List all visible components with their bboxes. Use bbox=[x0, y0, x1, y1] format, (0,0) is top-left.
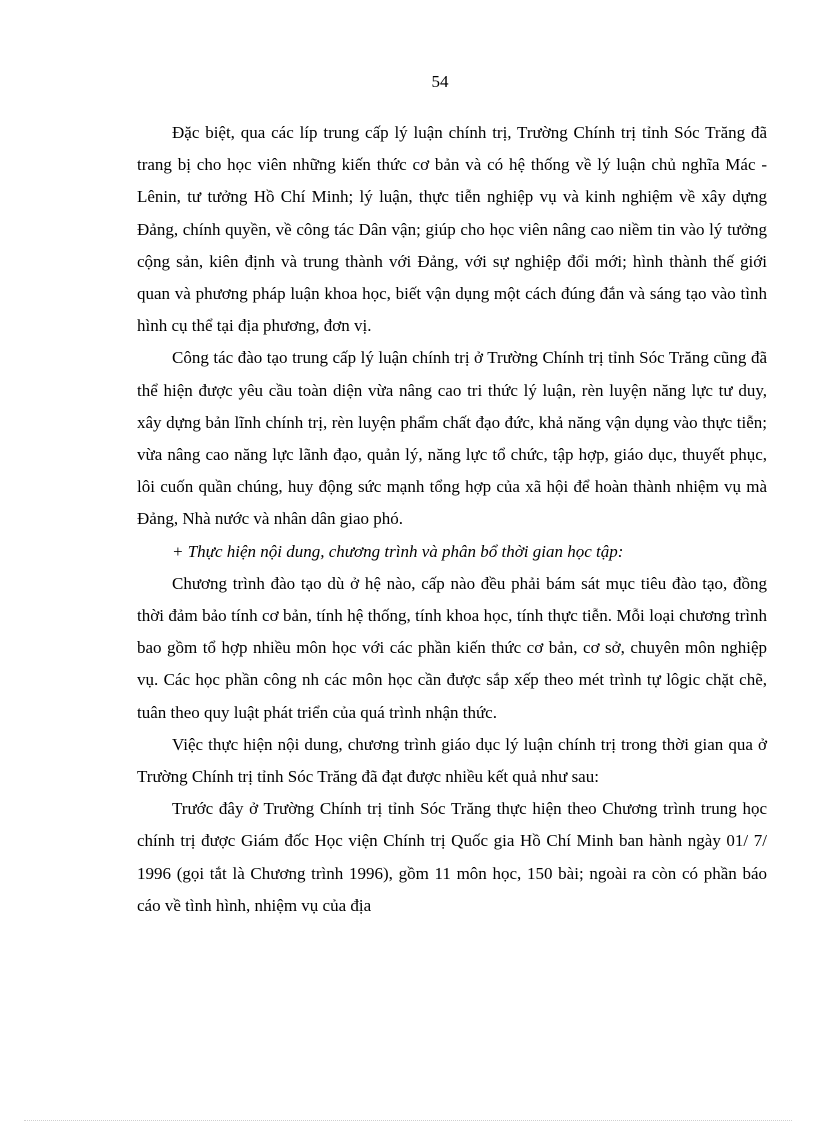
paragraph-1: Đặc biệt, qua các líp trung cấp lý luận chính trị, Trường Chính trị tỉnh Sóc Trăng đã trang bị cho học viên những kiến thức cơ bản và có hệ thống về lý luận chủ nghĩa Mác - Lênin, tư tưởng Hồ Chí Minh; lý luận, thực tiễn nghiệp vụ và kinh nghiệm về xây dựng Đảng, chính quyền, về công tác Dân vận; giúp cho học viên nâng cao niềm tin vào lý tưởng cộng sản, kiên định và trung thành với Đảng, với sự nghiệp đổi mới; hình thành thế giới quan và phương pháp luận khoa học, biết vận dụng một cách đúng đắn và sáng tạo vào tình hình cụ thể tại địa phương, đơn vị. bbox=[137, 123, 767, 336]
page-number: 54 bbox=[431, 72, 449, 91]
paragraph-2: Công tác đào tạo trung cấp lý luận chính trị ở Trường Chính trị tỉnh Sóc Trăng cũng đã thể hiện được yêu cầu toàn diện vừa nâng cao tri thức lý luận, rèn luyện năng lực tư duy, xây dựng bản lĩnh chính trị, rèn luyện phẩm chất đạo đức, khả năng vận dụng vào thực tiễn; vừa nâng cao năng lực lãnh đạo, quản lý, năng lực tổ chức, tập hợp, giáo dục, thuyết phục, lôi cuốn quần chúng, huy động sức mạnh tổng hợp của xã hội để hoàn thành nhiệm vụ mà Đảng, Nhà nước và nhân dân giao phó. bbox=[137, 348, 767, 529]
paragraph-3: Chương trình đào tạo dù ở hệ nào, cấp nào đều phải bám sát mục tiêu đào tạo, đồng thời đảm bảo tính cơ bản, tính hệ thống, tính khoa học, tính thực tiễn. Mỗi loại chương trình bao gồm tổ hợp nhiều môn học với các phần kiến thức cơ bản, cơ sở, chuyên môn nghiệp vụ. Các học phần công nh các môn học cần được sắp xếp theo mét trình tự lôgic chặt chẽ, tuân theo quy luật phát triển của quá trình nhận thức. bbox=[137, 573, 767, 722]
section-heading: + Thực hiện nội dung, chương trình và phân bổ thời gian học tập: bbox=[172, 541, 624, 561]
paragraph-4: Việc thực hiện nội dung, chương trình giáo dục lý luận chính trị trong thời gian qua ở Trường Chính trị tỉnh Sóc Trăng đã đạt được nhiều kết quả như sau: bbox=[137, 734, 767, 787]
paragraph-5: Trước đây ở Trường Chính trị tỉnh Sóc Trăng thực hiện theo Chương trình trung học chính trị được Giám đốc Học viện Chính trị Quốc gia Hồ Chí Minh ban hành ngày 01/ 7/ 1996 (gọi tắt là Chương trình 1996), gồm 11 môn học, 150 bài; ngoài ra còn có phần báo cáo về tình hình, nhiệm vụ của địa bbox=[137, 799, 767, 915]
document-body bbox=[137, 117, 767, 922]
footer-divider bbox=[24, 1120, 792, 1121]
